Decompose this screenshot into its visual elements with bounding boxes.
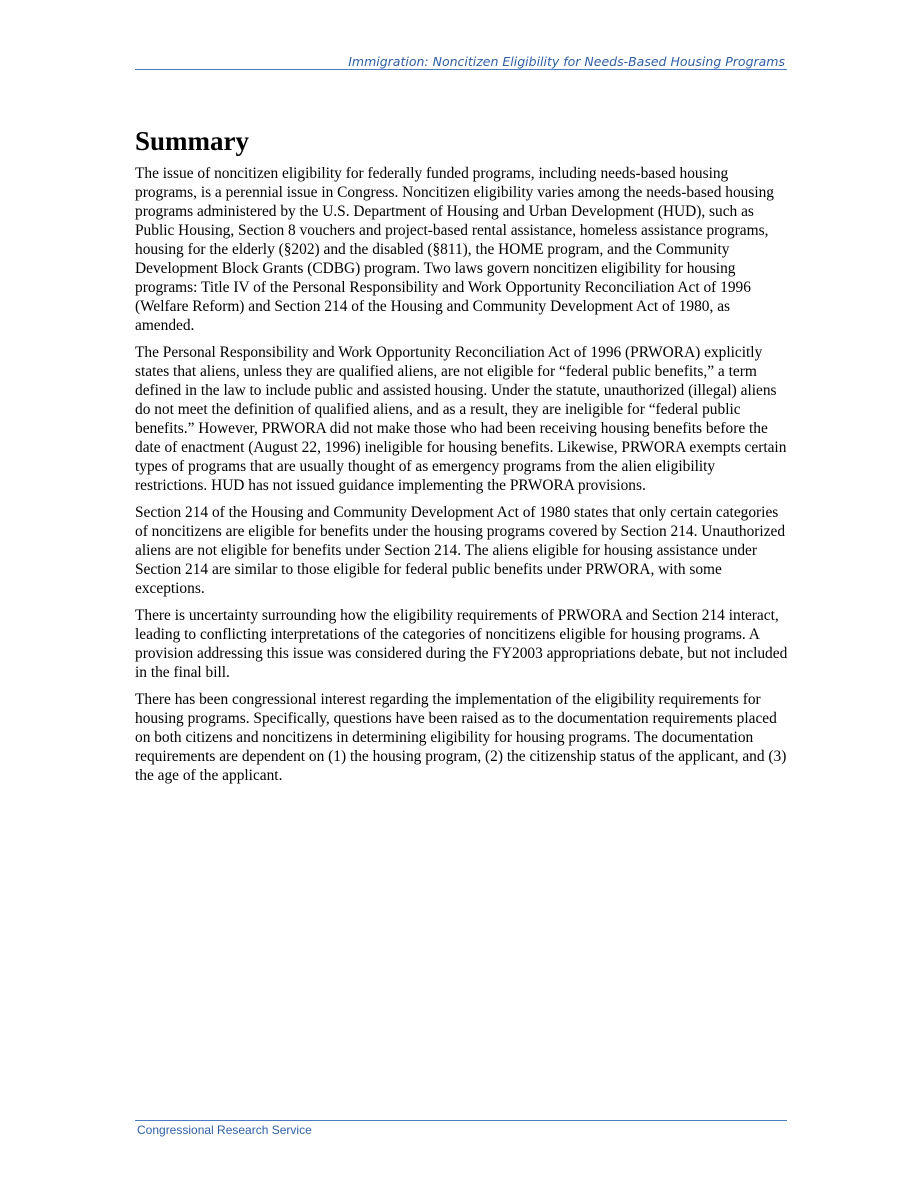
summary-paragraph-3: Section 214 of the Housing and Community Development Act of 1980 states that only certain categories of noncitizens are eligible for benefits under the housing programs covered by Section 214. Unauthorized aliens are not eligible for benefits under Section 214. The aliens eligible for housing assistance under Section 214 are similar to those eligible for federal public benefits under PRWORA, with some exceptions.	[135, 504, 786, 597]
footer-divider	[135, 1120, 787, 1121]
summary-paragraph-2: The Personal Responsibility and Work Opportunity Reconciliation Act of 1996 (PRWORA) explicitly states that aliens, unless they are qualified aliens, are not eligible for “federal public benefits,” a term defined in the law to include public and assisted housing. Under the statute, unauthorized (illegal) aliens do not meet the definition of qualified aliens, and as a result, they are ineligible for “federal public benefits.” However, PRWORA did not make those who had been receiving housing benefits before the date of enactment (August 22, 1996) ineligible for housing benefits. Likewise, PRWORA exempts certain types of programs that are usually thought of as emergency programs from the alien eligibility restrictions. HUD has not issued guidance implementing the PRWORA provisions.	[135, 344, 787, 494]
summary-section	[135, 124, 790, 793]
running-header-title: Immigration: Noncitizen Eligibility for Needs-Based Housing Programs	[348, 54, 785, 69]
header-divider	[135, 69, 787, 70]
footer-organization: Congressional Research Service	[137, 1123, 312, 1137]
summary-paragraph-4: There is uncertainty surrounding how the eligibility requirements of PRWORA and Section 214 interact, leading to conflicting interpretations of the categories of noncitizens eligible for housing programs. A provision addressing this issue was considered during the FY2003 appropriations debate, but not included in the final bill.	[135, 607, 788, 681]
summary-paragraph-1: The issue of noncitizen eligibility for federally funded programs, including needs-based housing programs, is a perennial issue in Congress. Noncitizen eligibility varies among the needs-based housing programs administered by the U.S. Department of Housing and Urban Development (HUD), such as Public Housing, Section 8 vouchers and project-based rental assistance, homeless assistance programs, housing for the elderly (§202) and the disabled (§811), the HOME program, and the Community Development Block Grants (CDBG) program. Two laws govern noncitizen eligibility for housing programs: Title IV of the Personal Responsibility and Work Opportunity Reconciliation Act of 1996 (Welfare Reform) and Section 214 of the Housing and Community Development Act of 1980, as amended.	[135, 165, 774, 334]
page-title: Summary	[135, 126, 249, 156]
summary-paragraph-5: There has been congressional interest regarding the implementation of the eligibility requirements for housing programs. Specifically, questions have been raised as to the documentation requirements placed on both citizens and noncitizens in determining eligibility for housing programs. The documentation requirements are dependent on (1) the housing program, (2) the citizenship status of the applicant, and (3) the age of the applicant.	[135, 691, 787, 784]
